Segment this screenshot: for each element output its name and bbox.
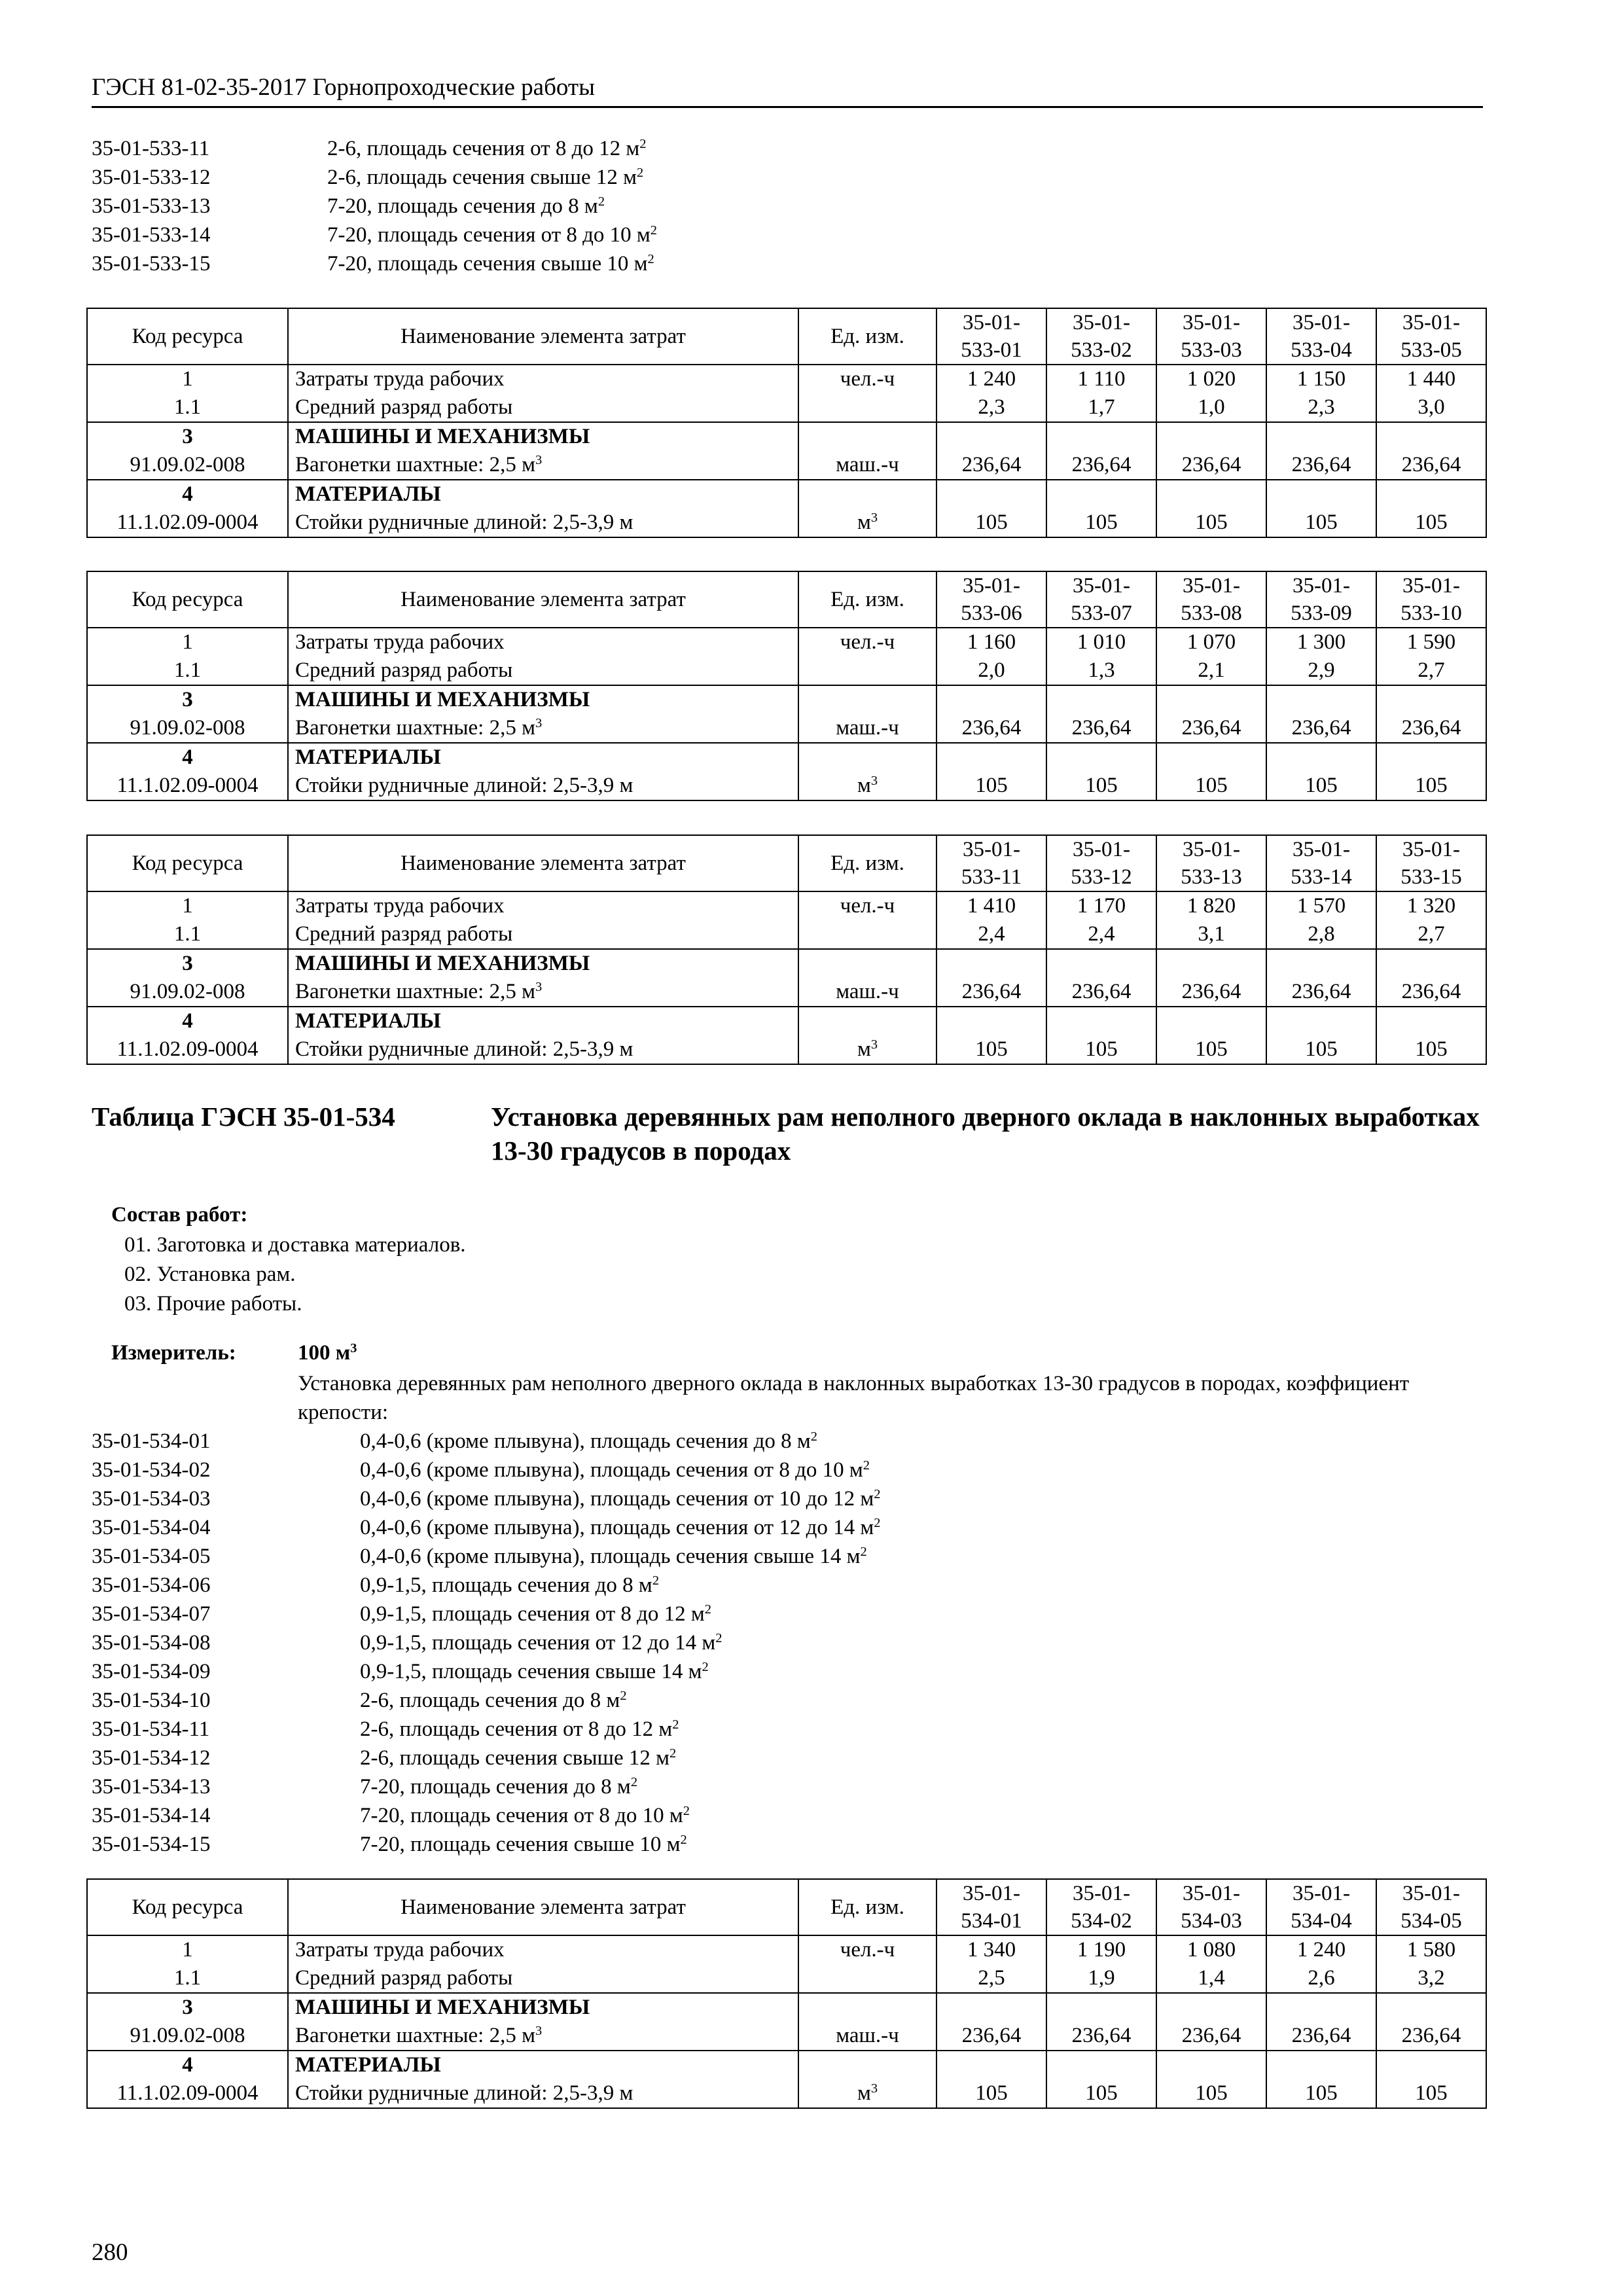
list-item [92,134,657,163]
table-row [87,949,1486,978]
resource-unit [798,920,936,949]
resource-name: Стойки рудничные длиной: 2,5-3,9 м [288,772,798,800]
resource-code: 1.1 [87,656,288,685]
col-header-norm: 35-01-533-05 [1376,308,1486,365]
resource-group-name: МАТЕРИАЛЫ [288,2051,798,2079]
resource-unit [798,1964,936,1993]
table-cell: 236,64 [1376,451,1486,480]
norm-desc: 0,9-1,5, площадь сечения от 12 до 14 $м^2$ [360,1630,722,1655]
resource-unit [798,393,936,422]
col-header-unit: Ед. изм. [798,835,936,891]
table-row [87,451,1486,480]
list-item [92,192,657,221]
table-row [87,772,1486,800]
table-cell: 236,64 [1376,714,1486,743]
resource-name: Средний разряд работы [288,656,798,685]
col-header-norm: 35-01-534-03 [1156,1879,1266,1935]
table-cell: 1 590 [1376,628,1486,656]
table-cell: 2,7 [1376,656,1486,685]
table-cell: 236,64 [1376,978,1486,1007]
list-item [92,1542,880,1571]
measure-intro: Установка деревянных рам неполного дверного оклада в наклонных выработках 13-30 градусов в породах, коэффициент крепости: [298,1372,1410,1424]
list-item [92,1801,880,1830]
table-cell: 105 [1266,2079,1376,2108]
table-cell: 1 190 [1046,1935,1156,1964]
norm-code: 35-01-534-06 [92,1573,211,1597]
norm-desc: 0,4-0,6 (кроме плывуна), площадь сечения от 8 до 10 $м^2$ [360,1458,870,1482]
table-cell: 236,64 [1156,451,1266,480]
norm-desc: 0,4-0,6 (кроме плывуна), площадь сечения от 10 до 12 $м^2$ [360,1486,881,1511]
table-cell: 236,64 [1046,451,1156,480]
table-cell: 105 [1266,772,1376,800]
table-caption [92,1100,1483,1168]
table-cell: 1 170 [1046,891,1156,920]
col-header-name: Наименование элемента затрат [288,1879,798,1935]
table-cell: 105 [1156,509,1266,537]
table-cell: 3,1 [1156,920,1266,949]
list-item [92,249,657,278]
norm-code: 35-01-534-03 [92,1487,211,1511]
table-header-row [87,835,1486,891]
table-cell: 2,8 [1266,920,1376,949]
table-number: Таблица ГЭСН 35-01-534 [92,1102,395,1132]
table-cell: 105 [936,509,1046,537]
norm-code: 35-01-534-08 [92,1631,211,1655]
table-cell: 1,3 [1046,656,1156,685]
norm-code: 35-01-533-13 [92,194,211,218]
table-header-row [87,308,1486,365]
table-cell: 236,64 [936,714,1046,743]
table-cell: 1 580 [1376,1935,1486,1964]
col-header-norm: 35-01-533-04 [1266,308,1376,365]
list-item [92,1628,880,1657]
col-header-name: Наименование элемента затрат [288,571,798,628]
table-cell: 105 [1156,772,1266,800]
resource-unit: $м^3$ [798,509,936,537]
resource-code: 91.09.02-008 [87,451,288,480]
table-cell: 105 [936,772,1046,800]
list-item [92,1715,880,1744]
resource-code: 1 [87,628,288,656]
resource-code: 1 [87,891,288,920]
norm-code: 35-01-534-10 [92,1689,211,1712]
table-cell: 1 440 [1376,365,1486,393]
table-cell: 2,0 [936,656,1046,685]
list-item [92,1772,880,1801]
col-header-norm: 35-01-534-01 [936,1879,1046,1935]
norm-code: 35-01-534-04 [92,1516,211,1539]
measure-label: Измеритель: [111,1341,236,1365]
norm-code: 35-01-534-15 [92,1833,211,1856]
resource-unit [798,656,936,685]
table-title: Установка деревянных рам неполного дверного оклада в наклонных выработках 13-30 градусов в породах [491,1102,1480,1166]
table-cell: 105 [1156,2079,1266,2108]
resource-unit: чел.-ч [798,365,936,393]
table-cell: 105 [1046,509,1156,537]
norm-code: 35-01-534-05 [92,1545,211,1568]
norm-code: 35-01-534-09 [92,1660,211,1683]
resource-name: Средний разряд работы [288,920,798,949]
norm-desc: 7-20, площадь сечения свыше 10 $м^2$ [360,1832,687,1856]
norm-desc: 2-6, площадь сечения свыше 12 $м^2$ [327,165,644,189]
table-cell: 236,64 [936,978,1046,1007]
norm-code: 35-01-534-07 [92,1602,211,1626]
table-cell: 1 110 [1046,365,1156,393]
table-row [87,1935,1486,1964]
norm-desc: 2-6, площадь сечения от 8 до 12 $м^2$ [360,1717,679,1741]
table-row [87,1007,1486,1035]
resource-unit: $м^3$ [798,772,936,800]
table-row [87,1993,1486,2022]
table-row [87,628,1486,656]
table-cell: 236,64 [1266,451,1376,480]
norm-code: 35-01-534-01 [92,1429,211,1453]
page-number: 280 [92,2239,128,2266]
resource-code: 91.09.02-008 [87,2022,288,2051]
table-cell: 1 020 [1156,365,1266,393]
table-cell: 1,4 [1156,1964,1266,1993]
norm-code: 35-01-534-11 [92,1717,210,1741]
table-cell: 1 080 [1156,1935,1266,1964]
table-cell: 105 [936,2079,1046,2108]
col-header-unit: Ед. изм. [798,308,936,365]
resource-unit: маш.-ч [798,451,936,480]
resource-code: 1 [87,365,288,393]
resource-code: 3 [87,949,288,978]
norm-code: 35-01-533-14 [92,223,211,247]
resource-unit: $м^3$ [798,2079,936,2108]
table-row [87,743,1486,772]
table-cell: 1 340 [936,1935,1046,1964]
table-cell: 105 [1266,509,1376,537]
norm-desc: 0,9-1,5, площадь сечения от 8 до 12 $м^2$ [360,1602,712,1626]
list-item [92,1571,880,1600]
table-cell: 105 [1266,1035,1376,1064]
page-header: ГЭСН 81-02-35-2017 Горнопроходческие работы [92,73,1483,108]
norm-desc: 7-20, площадь сечения до 8 $м^2$ [327,194,605,218]
code-list-534 [92,1427,880,1859]
resource-code: 91.09.02-008 [87,714,288,743]
resource-unit: чел.-ч [798,628,936,656]
col-header-norm: 35-01-533-02 [1046,308,1156,365]
norm-code: 35-01-534-02 [92,1458,211,1482]
resource-name: Затраты труда рабочих [288,1935,798,1964]
table-cell: 105 [1156,1035,1266,1064]
resource-code: 4 [87,1007,288,1035]
list-item: 03. Прочие работы. [124,1292,302,1316]
table-cell: 236,64 [936,451,1046,480]
norm-desc: 2-6, площадь сечения свыше 12 $м^2$ [360,1746,677,1770]
table-cell: 236,64 [1376,2022,1486,2051]
resource-table-3 [86,834,1487,1065]
works-heading: Состав работ: [111,1203,248,1227]
resource-code: 4 [87,2051,288,2079]
table-cell: 2,4 [936,920,1046,949]
col-header-norm: 35-01-533-10 [1376,571,1486,628]
resource-code: 4 [87,480,288,509]
table-cell: 1 820 [1156,891,1266,920]
norm-code: 35-01-533-11 [92,137,210,160]
norm-code: 35-01-533-12 [92,166,211,189]
col-header-name: Наименование элемента затрат [288,308,798,365]
col-header-norm: 35-01-533-11 [936,835,1046,891]
resource-name: Стойки рудничные длиной: 2,5-3,9 м [288,1035,798,1064]
norm-desc: 2-6, площадь сечения от 8 до 12 $м^2$ [327,136,647,160]
resource-group-name: МАШИНЫ И МЕХАНИЗМЫ [288,1993,798,2022]
table-cell: 1 240 [1266,1935,1376,1964]
table-cell: 1 150 [1266,365,1376,393]
table-cell: 236,64 [1266,714,1376,743]
resource-name: Средний разряд работы [288,1964,798,1993]
col-header-code: Код ресурса [87,308,288,365]
resource-group-name: МАТЕРИАЛЫ [288,1007,798,1035]
table-cell: 236,64 [1266,978,1376,1007]
norm-code: 35-01-533-15 [92,252,211,276]
resource-name: Затраты труда рабочих [288,365,798,393]
table-cell: 236,64 [936,2022,1046,2051]
table-cell: 2,7 [1376,920,1486,949]
resource-code: 1 [87,1935,288,1964]
norm-desc: 0,9-1,5, площадь сечения до 8 $м^2$ [360,1573,660,1597]
resource-group-name: МАШИНЫ И МЕХАНИЗМЫ [288,949,798,978]
list-item [92,163,657,192]
norm-desc: 2-6, площадь сечения до 8 $м^2$ [360,1688,627,1712]
table-row [87,891,1486,920]
table-row [87,1035,1486,1064]
resource-name: Затраты труда рабочих [288,628,798,656]
table-cell: 2,4 [1046,920,1156,949]
resource-unit: маш.-ч [798,2022,936,2051]
resource-code: 11.1.02.09-0004 [87,1035,288,1064]
norm-desc: 0,4-0,6 (кроме плывуна), площадь сечения до 8 $м^2$ [360,1429,817,1453]
list-item [92,1600,880,1628]
col-header-norm: 35-01-533-07 [1046,571,1156,628]
code-list-533 [92,134,657,278]
list-item [92,1456,880,1484]
resource-code: 3 [87,422,288,451]
list-item [92,221,657,249]
table-cell: 105 [936,1035,1046,1064]
table-cell: 1 160 [936,628,1046,656]
table-cell: 105 [1046,2079,1156,2108]
table-cell: 105 [1376,1035,1486,1064]
norm-code: 35-01-534-13 [92,1775,211,1799]
norm-desc: 7-20, площадь сечения от 8 до 10 $м^2$ [327,223,658,247]
col-header-norm: 35-01-533-06 [936,571,1046,628]
resource-code: 3 [87,685,288,714]
resource-code: 4 [87,743,288,772]
col-header-norm: 35-01-534-02 [1046,1879,1156,1935]
table-cell: 3,2 [1376,1964,1486,1993]
resource-unit: маш.-ч [798,978,936,1007]
resource-group-name: МАТЕРИАЛЫ [288,743,798,772]
table-cell: 236,64 [1046,714,1156,743]
resource-code: 11.1.02.09-0004 [87,2079,288,2108]
resource-name: Вагонетки шахтные: 2,5 $м^3$ [288,2022,798,2051]
table-cell: 1 240 [936,365,1046,393]
col-header-code: Код ресурса [87,1879,288,1935]
resource-unit: маш.-ч [798,714,936,743]
table-cell: 236,64 [1046,2022,1156,2051]
table-cell: 2,1 [1156,656,1266,685]
resource-group-name: МАШИНЫ И МЕХАНИЗМЫ [288,685,798,714]
list-item: 02. Установка рам. [124,1263,296,1286]
col-header-norm: 35-01-533-12 [1046,835,1156,891]
resource-code: 1.1 [87,1964,288,1993]
list-item: 01. Заготовка и доставка материалов. [124,1233,466,1257]
table-row [87,714,1486,743]
table-cell: 2,6 [1266,1964,1376,1993]
resource-code: 11.1.02.09-0004 [87,509,288,537]
table-row [87,422,1486,451]
norm-code: 35-01-534-14 [92,1804,211,1827]
resource-group-name: МАТЕРИАЛЫ [288,480,798,509]
col-header-norm: 35-01-533-01 [936,308,1046,365]
table-cell: 1 070 [1156,628,1266,656]
table-cell: 1,0 [1156,393,1266,422]
table-row [87,685,1486,714]
list-item [92,1657,880,1686]
table-cell: 1,7 [1046,393,1156,422]
works-list [124,1230,466,1319]
table-cell: 2,3 [936,393,1046,422]
list-item [92,1513,880,1542]
table-row [87,393,1486,422]
table-cell: 236,64 [1266,2022,1376,2051]
table-row [87,978,1486,1007]
table-row [87,365,1486,393]
table-row [87,656,1486,685]
table-cell: 1 300 [1266,628,1376,656]
norm-code: 35-01-534-12 [92,1746,211,1770]
list-item [92,1830,880,1859]
col-header-norm: 35-01-533-14 [1266,835,1376,891]
resource-unit: чел.-ч [798,1935,936,1964]
resource-code: 11.1.02.09-0004 [87,772,288,800]
table-row [87,920,1486,949]
resource-table-2 [86,571,1487,801]
col-header-norm: 35-01-534-05 [1376,1879,1486,1935]
table-row [87,2022,1486,2051]
norm-desc: 7-20, площадь сечения свыше 10 $м^2$ [327,251,654,276]
table-cell: 105 [1376,2079,1486,2108]
table-cell: 2,3 [1266,393,1376,422]
resource-code: 1.1 [87,920,288,949]
table-cell: 105 [1046,1035,1156,1064]
norm-desc: 7-20, площадь сечения до 8 $м^2$ [360,1774,638,1799]
list-item [92,1484,880,1513]
table-cell: 1 010 [1046,628,1156,656]
col-header-unit: Ед. изм. [798,1879,936,1935]
resource-group-name: МАШИНЫ И МЕХАНИЗМЫ [288,422,798,451]
table-cell: 105 [1046,772,1156,800]
norm-desc: 0,9-1,5, площадь сечения свыше 14 $м^2$ [360,1659,709,1683]
col-header-unit: Ед. изм. [798,571,936,628]
table-header-row [87,1879,1486,1935]
col-header-norm: 35-01-533-09 [1266,571,1376,628]
norm-desc: 7-20, площадь сечения от 8 до 10 $м^2$ [360,1803,690,1827]
table-cell: 1 320 [1376,891,1486,920]
resource-name: Средний разряд работы [288,393,798,422]
table-row [87,1964,1486,1993]
table-cell: 105 [1376,772,1486,800]
table-cell: 236,64 [1156,2022,1266,2051]
resource-unit: чел.-ч [798,891,936,920]
table-cell: 3,0 [1376,393,1486,422]
table-cell: 236,64 [1156,978,1266,1007]
resource-name: Вагонетки шахтные: 2,5 $м^3$ [288,714,798,743]
resource-code: 3 [87,1993,288,2022]
table-cell: 1 410 [936,891,1046,920]
col-header-norm: 35-01-533-03 [1156,308,1266,365]
table-cell: 236,64 [1046,978,1156,1007]
resource-unit: $м^3$ [798,1035,936,1064]
table-header-row [87,571,1486,628]
table-cell: 1 570 [1266,891,1376,920]
resource-name: Стойки рудничные длиной: 2,5-3,9 м [288,2079,798,2108]
col-header-name: Наименование элемента затрат [288,835,798,891]
resource-table-1 [86,308,1487,538]
col-header-norm: 35-01-533-15 [1376,835,1486,891]
resource-code: 91.09.02-008 [87,978,288,1007]
resource-table-4 [86,1878,1487,2109]
norm-desc: 0,4-0,6 (кроме плывуна), площадь сечения от 12 до 14 $м^2$ [360,1515,881,1539]
resource-name: Вагонетки шахтные: 2,5 $м^3$ [288,451,798,480]
list-item [92,1744,880,1772]
col-header-norm: 35-01-533-08 [1156,571,1266,628]
resource-code: 1.1 [87,393,288,422]
table-row [87,2079,1486,2108]
table-cell: 1,9 [1046,1964,1156,1993]
list-item [92,1427,880,1456]
table-cell: 105 [1376,509,1486,537]
norm-desc: 0,4-0,6 (кроме плывуна), площадь сечения свыше 14 $м^2$ [360,1544,867,1568]
col-header-norm: 35-01-533-13 [1156,835,1266,891]
resource-name: Затраты труда рабочих [288,891,798,920]
table-cell: 2,9 [1266,656,1376,685]
table-row [87,509,1486,537]
table-row [87,480,1486,509]
table-row [87,2051,1486,2079]
col-header-norm: 35-01-534-04 [1266,1879,1376,1935]
measure-unit: 100 $м^3$ [298,1340,357,1365]
table-cell: 236,64 [1156,714,1266,743]
col-header-code: Код ресурса [87,571,288,628]
table-cell: 2,5 [936,1964,1046,1993]
resource-name: Вагонетки шахтные: 2,5 $м^3$ [288,978,798,1007]
list-item [92,1686,880,1715]
col-header-code: Код ресурса [87,835,288,891]
resource-name: Стойки рудничные длиной: 2,5-3,9 м [288,509,798,537]
